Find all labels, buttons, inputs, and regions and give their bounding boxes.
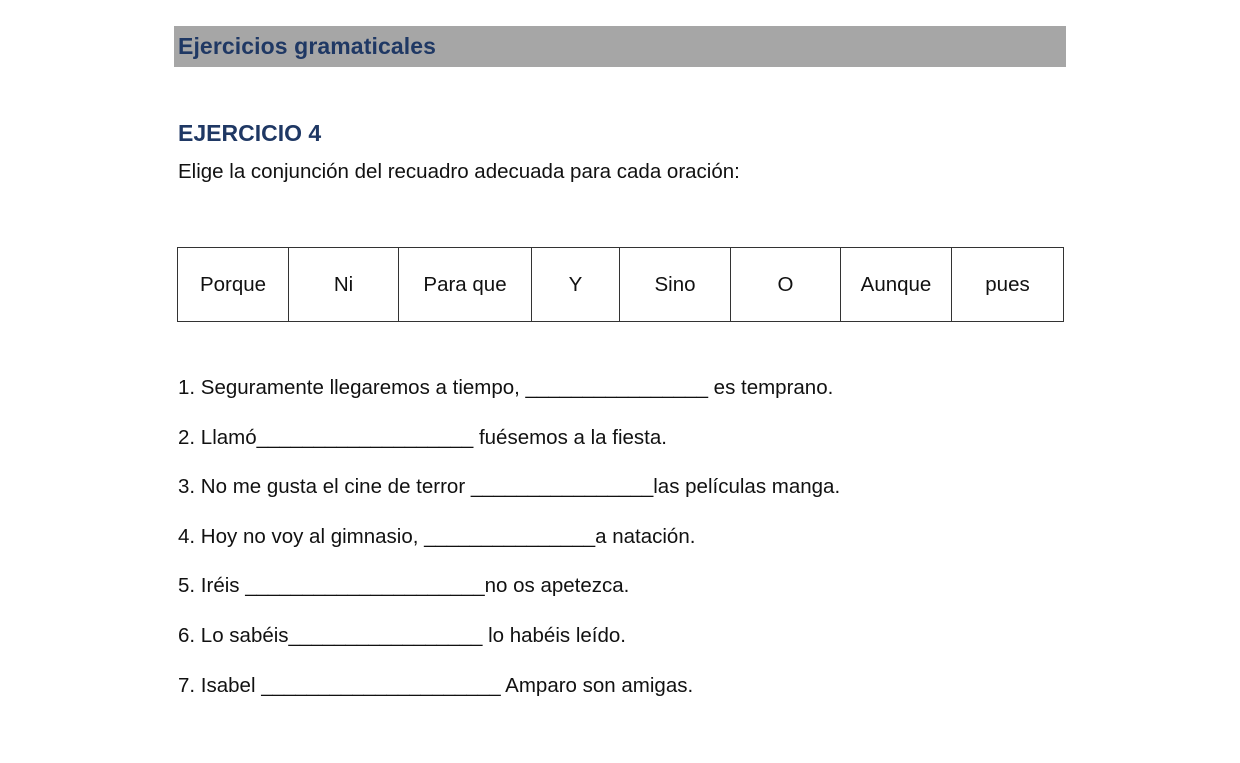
- word-box-row: [178, 248, 1064, 322]
- sentence-item: 2. Llamó___________________ fuésemos a la fiesta.: [178, 425, 667, 449]
- word-box-cell: Ni: [289, 248, 399, 322]
- section-header-bar: [174, 26, 1066, 67]
- word-box-cell: Porque: [178, 248, 289, 322]
- sentence-item: 4. Hoy no voy al gimnasio, _______________a natación.: [178, 524, 696, 548]
- word-box-cell: Sino: [620, 248, 731, 322]
- sentence-item: 3. No me gusta el cine de terror ________________las películas manga.: [178, 475, 841, 499]
- conjunction-word-box: [177, 247, 1064, 322]
- word-box-cell: O: [731, 248, 841, 322]
- word-box-cell: pues: [952, 248, 1064, 322]
- exercise-title: EJERCICIO 4: [178, 120, 322, 146]
- sentence-item: 1. Seguramente llegaremos a tiempo, ________________ es temprano.: [178, 376, 834, 399]
- section-title: Ejercicios gramaticales: [178, 33, 437, 59]
- word-box-cell: Para que: [399, 248, 532, 322]
- exercise-instruction: Elige la conjunción del recuadro adecuada para cada oración:: [178, 160, 740, 183]
- sentence-list: [178, 374, 840, 721]
- sentence-item: 6. Lo sabéis_________________ lo habéis leído.: [178, 623, 626, 647]
- word-box-cell: Aunque: [841, 248, 952, 322]
- word-box-cell: Y: [532, 248, 620, 322]
- sentence-item: 7. Isabel _____________________ Amparo son amigas.: [178, 673, 694, 697]
- sentence-item: 5. Iréis _____________________no os apetezca.: [178, 574, 630, 598]
